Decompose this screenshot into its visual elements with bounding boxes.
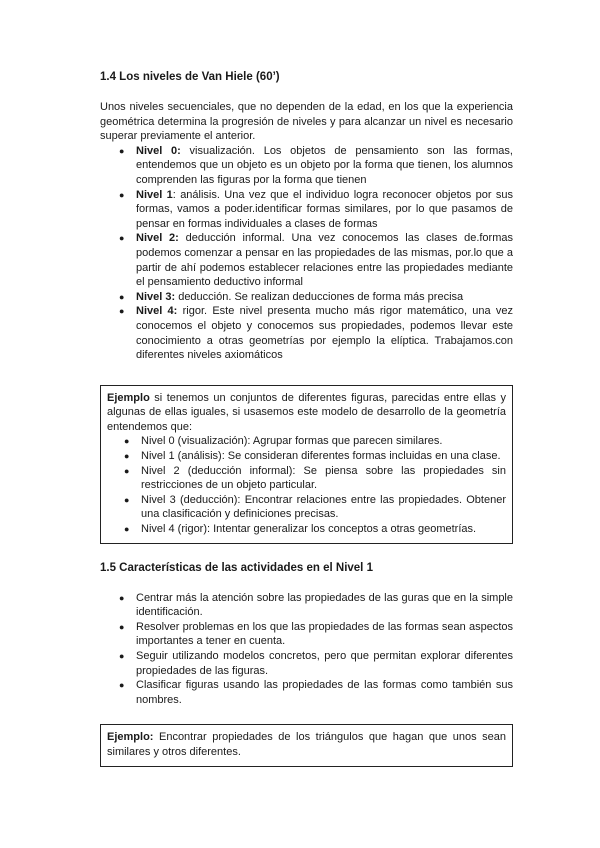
- level-item: [100, 188, 513, 232]
- activity-item: ● Seguir utilizando modelos concretos, pero que permitan explorar diferentes propiedades de las figuras.: [119, 650, 513, 677]
- document-page: [100, 70, 513, 767]
- bullet-icon: ●: [119, 651, 125, 661]
- level-label: Nivel 1: [136, 188, 173, 201]
- level-label: Nivel 3:: [136, 290, 176, 303]
- bullet-icon: ●: [119, 189, 125, 200]
- bullet-icon: ●: [119, 145, 125, 156]
- example-item: ● Nivel 3 (deducción): Encontrar relaciones entre las propiedades. Obtener una clasificación y definiciones precisas.: [124, 493, 506, 521]
- bullet-icon: ●: [119, 592, 125, 603]
- example-label: Ejemplo:: [107, 731, 154, 744]
- bullet-icon: ●: [124, 494, 130, 505]
- bullet-icon: ●: [124, 451, 130, 462]
- level-item: [100, 144, 513, 188]
- example-item: ● Nivel 4 (rigor): Intentar generalizar los conceptos a otras geometrías.: [124, 523, 477, 536]
- bullet-icon: ●: [119, 621, 125, 632]
- level-text: visualización. Los objetos de pensamiento son las formas, entendemos que un objeto es un objeto por la forma que tienen, los alumnos comprenden las figuras por la forma que tienen: [136, 144, 513, 186]
- example-box-2: [100, 724, 513, 766]
- bullet-icon: ●: [119, 306, 125, 317]
- level-label: Nivel 0:: [136, 144, 181, 157]
- bullet-icon: ●: [119, 233, 125, 244]
- level-item: [100, 231, 513, 289]
- example-text: Encontrar propiedades de los triángulos que hagan que unos sean similares y otros diferentes.: [107, 731, 506, 758]
- level-text: rigor. Este nivel presenta mucho más rigor matemático, una vez conocemos el objeto y conocemos sus propiedades, podemos llevar este conocimiento a otras geometrías por ejemplo la elíptica. Trabajamos.con diferentes niveles axiomáticos: [136, 305, 514, 362]
- level-text: deducción. Se realizan deducciones de forma más precisa: [175, 290, 464, 303]
- level-item: [100, 304, 513, 362]
- levels-list: [100, 144, 513, 363]
- level-text: deducción informal. Una vez conocemos las clases de.formas podemos comenzar a pensar en las propiedades de las mismas, por.lo que a partir de ahí podemos establecer relaciones entre las propiedades mediante el pensamiento deductivo informal: [136, 232, 513, 289]
- activities-list: [100, 591, 513, 708]
- section-title-1-4: 1.4 Los niveles de Van Hiele (60’): [100, 71, 280, 83]
- example-text: si tenemos un conjuntos de diferentes figuras, parecidas entre ellas y algunas de ellas iguales, si usasemos este modelo de desarrollo de la geometría entendemos que:: [107, 391, 506, 433]
- section-title-1-5: 1.5 Características de las actividades en el Nivel 1: [100, 561, 373, 574]
- example-list: [107, 434, 506, 536]
- bullet-icon: ●: [119, 680, 125, 691]
- activity-item: ● Centrar más la atención sobre las propiedades de las guras que en la simple identificación.: [119, 591, 513, 619]
- activity-item: ● Resolver problemas en los que las propiedades de las formas sean aspectos importantes a tener en cuenta.: [119, 620, 513, 648]
- bullet-icon: ●: [124, 436, 130, 447]
- example-box-1: [100, 385, 513, 544]
- bullet-icon: ●: [124, 465, 130, 476]
- intro-paragraph: Unos niveles secuenciales, que no dependen de la edad, en los que la experiencia geométrica determina la progresión de niveles y para alcanzar un nivel es necesario superar previamente el anterior.: [100, 101, 513, 143]
- level-item: [100, 290, 513, 305]
- level-text: : análisis. Una vez que el individuo logra reconocer objetos por sus formas, vamos a poder.identificar formas similares, por lo que pasamos de pensar en formas individuales a clases de formas: [136, 188, 513, 230]
- example-label: Ejemplo: [107, 391, 150, 404]
- example-item: ● Nivel 0 (visualización): Agrupar formas que parecen similares.: [124, 435, 443, 448]
- activity-item: ● Clasificar figuras usando las propiedades de las formas como también sus nombres.: [119, 679, 513, 706]
- bullet-icon: ●: [119, 291, 125, 302]
- example-item: ● Nivel 2 (deducción informal): Se piensa sobre las propiedades sin restricciones de un objeto particular.: [124, 464, 506, 492]
- example-item: ● Nivel 1 (análisis): Se consideran diferentes formas incluidas en una clase.: [124, 450, 501, 463]
- bullet-icon: ●: [124, 524, 130, 535]
- level-label: Nivel 2:: [136, 232, 179, 245]
- level-label: Nivel 4:: [136, 305, 178, 318]
